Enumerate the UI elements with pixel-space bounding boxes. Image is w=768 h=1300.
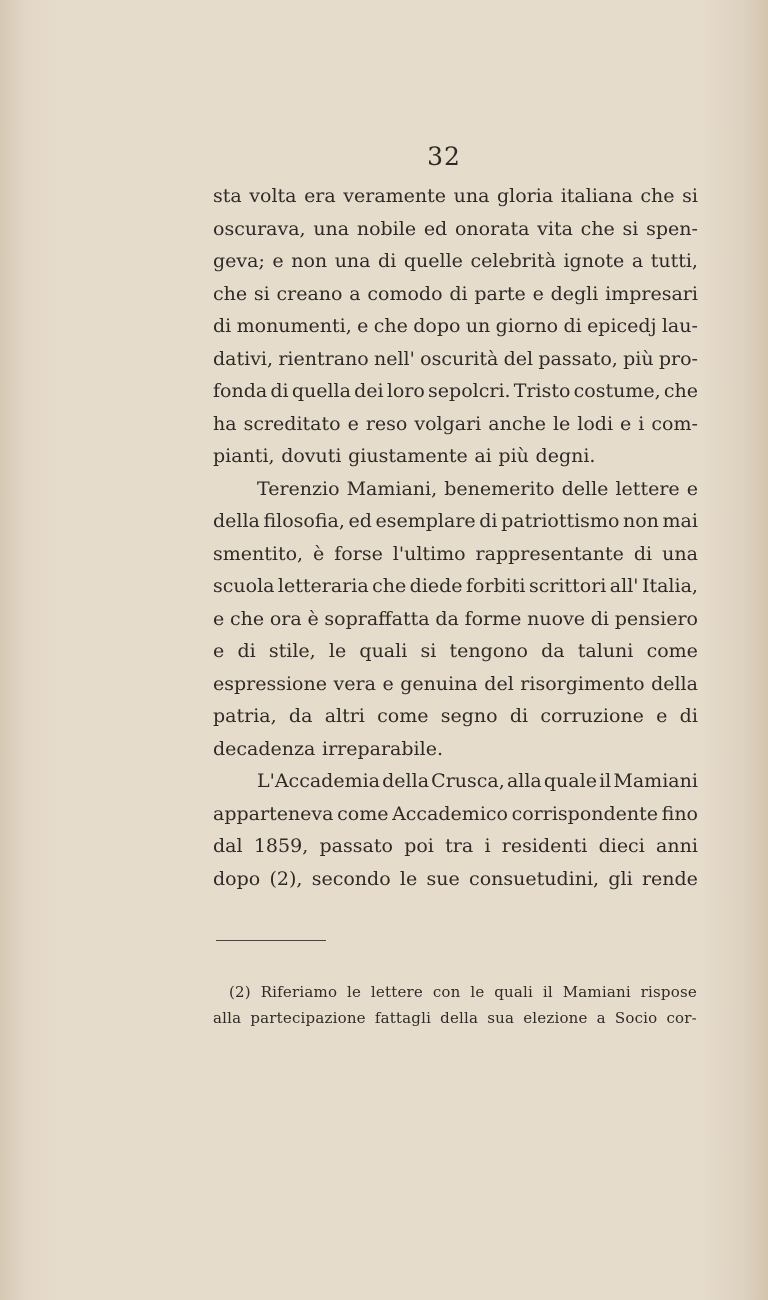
- text-line: di monumenti, e che dopo un giorno di epicedj lau-: [213, 315, 698, 337]
- text-line: pianti, dovuti giustamente ai più degni.: [213, 445, 596, 467]
- text-line: L'Accademia della Crusca, alla quale il Mamiani: [257, 770, 698, 792]
- text-line: decadenza irreparabile.: [213, 737, 443, 760]
- text-line: fonda di quella dei loro sepolcri. Tristo costume, che: [213, 380, 698, 402]
- footnote-line: alla partecipazione fattagli della sua elezione a Socio cor-: [213, 1009, 697, 1027]
- page-number: 32: [427, 142, 461, 171]
- text-line: e che ora è sopraffatta da forme nuove di pensiero: [213, 607, 698, 630]
- footnote-line: (2) Riferiamo le lettere con le quali il Mamiani rispose: [229, 983, 697, 1001]
- text-line: patria, da altri come segno di corruzione e di: [213, 705, 698, 727]
- text-line: sta volta era veramente una gloria italiana che si: [213, 185, 698, 207]
- text-line: della filosofia, ed esemplare di patriottismo non mai: [213, 510, 698, 532]
- footnote-divider: [216, 940, 326, 941]
- text-line: espressione vera e genuina del risorgimento della: [213, 672, 698, 695]
- text-line: e di stile, le quali si tengono da taluni come: [213, 640, 698, 662]
- body-text: [213, 180, 698, 895]
- text-line: apparteneva come Accademico corrispondente fino: [213, 802, 698, 825]
- text-line: dopo (2), secondo le sue consuetudini, gli rende: [213, 867, 698, 890]
- text-line: smentito, è forse l'ultimo rappresentante di una: [213, 542, 698, 565]
- text-line: Terenzio Mamiani, benemerito delle lettere e: [257, 477, 698, 500]
- text-line: dal 1859, passato poi tra i residenti dieci anni: [213, 835, 698, 857]
- text-line: geva; e non una di quelle celebrità ignote a tutti,: [213, 250, 698, 272]
- text-line: che si creano a comodo di parte e degli impresari: [213, 282, 698, 305]
- text-line: dativi, rientrano nell' oscurità del passato, più pro-: [213, 347, 698, 370]
- text-line: oscurava, una nobile ed onorata vita che si spen-: [213, 217, 698, 240]
- text-line: ha screditato e reso volgari anche le lodi e i com-: [213, 412, 698, 435]
- footnote: [213, 979, 697, 1031]
- text-line: scuola letteraria che diede forbiti scrittori all' Italia,: [213, 575, 698, 597]
